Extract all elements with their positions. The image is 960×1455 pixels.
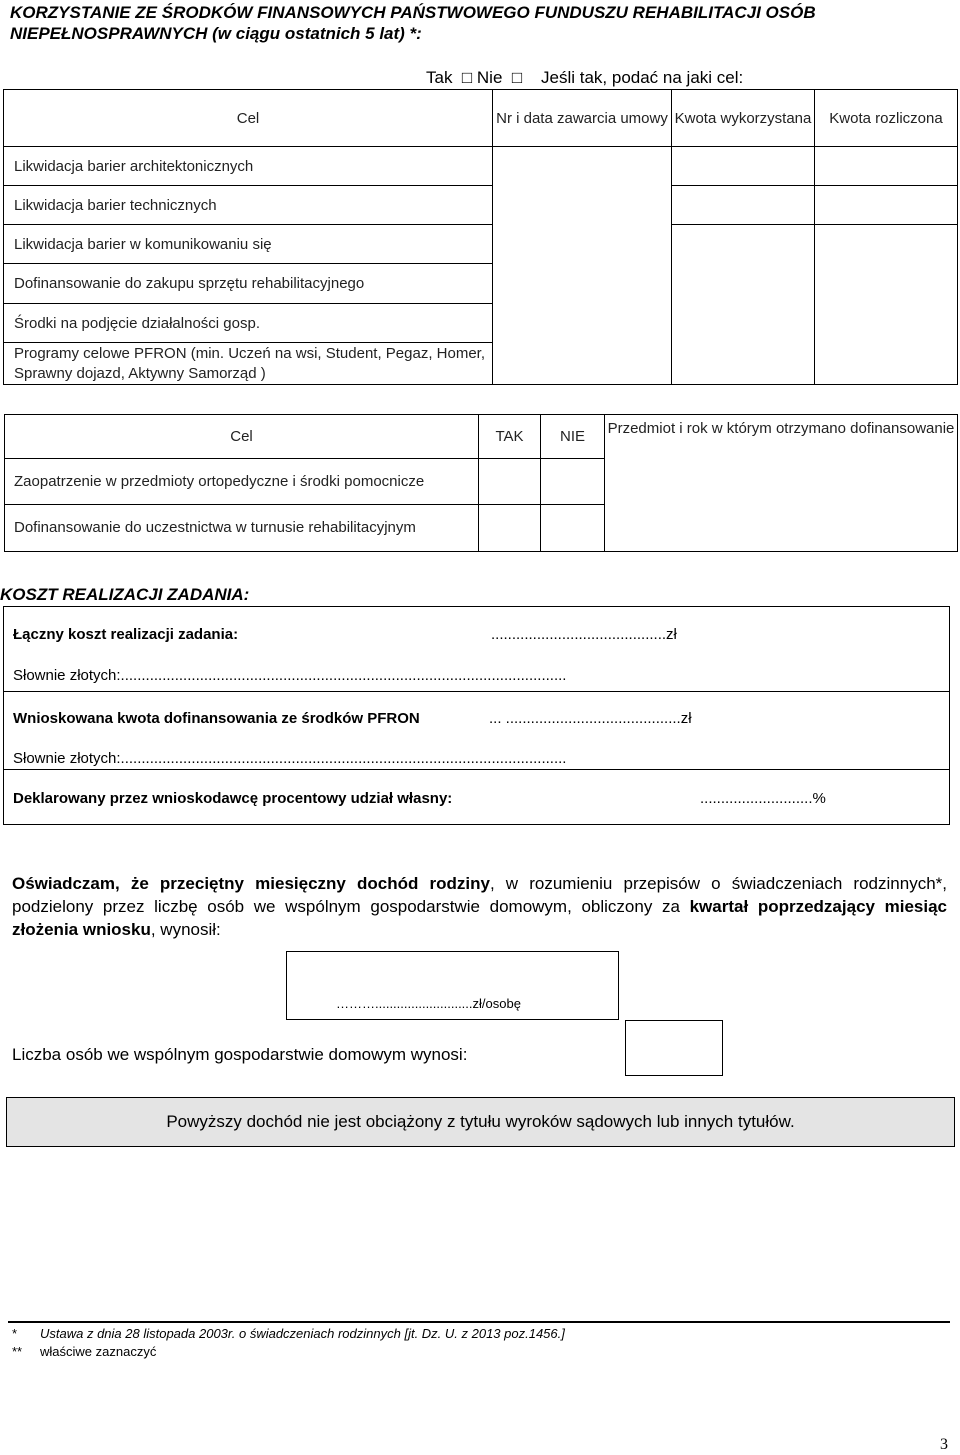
row-label: Likwidacja barier technicznych — [4, 186, 493, 225]
household-size-label: Liczba osób we wspólnym gospodarstwie domowym wynosi: — [12, 1045, 468, 1064]
pfron-funds-table — [3, 89, 958, 385]
row-label: Programy celowe PFRON (min. Uczeń na wsi, Student, Pegaz, Homer, Sprawny dojazd, Aktywny Samorząd ) — [4, 343, 493, 385]
row-label: Dofinansowanie do zakupu sprzętu rehabilitacyjnego — [4, 264, 493, 304]
header-przedmiot: Przedmiot i rok w którym otrzymano dofinansowanie — [605, 415, 958, 552]
koszt-title: KOSZT REALIZACJI ZADANIA: — [0, 585, 250, 604]
header-cel: Cel — [5, 415, 479, 459]
row-label: Likwidacja barier architektonicznych — [4, 147, 493, 186]
kwota-rozliczona-cell[interactable] — [815, 225, 958, 385]
header-tak: TAK — [479, 415, 541, 459]
kwota-wykorzystana-cell[interactable] — [672, 225, 815, 385]
nie-cell[interactable] — [541, 459, 605, 505]
laczny-koszt-label: Łączny koszt realizacji zadania: — [13, 626, 239, 643]
footnote-mark: ** — [12, 1344, 23, 1359]
kwota-wykorzystana-cell[interactable] — [672, 147, 815, 186]
footnote-text: Ustawa z dnia 28 listopada 2003r. o świadczeniach rodzinnych [jt. Dz. U. z 2013 poz.1456.] — [40, 1326, 565, 1341]
yes-no-line: Tak □ Nie □ Jeśli tak, podać na jaki cel: — [426, 68, 744, 87]
row-label: Likwidacja barier w komunikowaniu się — [4, 225, 493, 264]
header-nie: NIE — [541, 415, 605, 459]
udzial-wlasny-label: Deklarowany przez wnioskodawcę procentowy udział własny: — [13, 790, 453, 807]
row-label: Środki na podjęcie działalności gosp. — [4, 304, 493, 343]
wnioskowana-kwota-label: Wnioskowana kwota dofinansowania ze środków PFRON — [13, 710, 420, 727]
declaration-text: , w rozumieniu przepisów o świadczeniach rodzinnych*, podzielony przez liczbę osób we wspólnym gospodarstwie domowym, obliczony za — [12, 874, 947, 916]
row-label: Dofinansowanie do uczestnictwa w turnusie rehabilitacyjnym — [5, 505, 479, 552]
slownie-field[interactable]: Słownie złotych:........................................................................................................... — [13, 750, 567, 767]
kwota-rozliczona-cell[interactable] — [815, 147, 958, 186]
tak-cell[interactable] — [479, 505, 541, 552]
header-cel: Cel — [4, 90, 493, 147]
header-nr-data: Nr i data zawarcia umowy — [493, 90, 672, 147]
kwota-rozliczona-cell[interactable] — [815, 186, 958, 225]
household-size-box[interactable] — [625, 1020, 723, 1076]
page-number: 3 — [940, 1436, 948, 1453]
koszt-box — [3, 606, 950, 825]
income-notice: Powyższy dochód nie jest obciążony z tytułu wyroków sądowych lub innych tytułów. — [6, 1097, 955, 1147]
income-value: ………...........................zł/osobę — [336, 996, 521, 1011]
tak-cell[interactable] — [479, 459, 541, 505]
divider — [4, 691, 949, 692]
header-kwota-rozliczona: Kwota rozliczona — [815, 90, 958, 147]
nr-data-cell[interactable] — [493, 147, 672, 385]
row-label: Zaopatrzenie w przedmioty ortopedyczne i środki pomocnicze — [5, 459, 479, 505]
section-title: KORZYSTANIE ZE ŚRODKÓW FINANSOWYCH PAŃSTWOWEGO FUNDUSZU REHABILITACJI OSÓB NIEPEŁNOSPRAWNYCH (w ciągu ostatnich 5 lat) *: — [10, 3, 816, 43]
footnote-divider — [8, 1321, 950, 1323]
nie-cell[interactable] — [541, 505, 605, 552]
footnote-text: właściwe zaznaczyć — [40, 1344, 157, 1359]
wnioskowana-kwota-value[interactable]: ... ..........................................zł — [489, 710, 692, 727]
income-declaration — [12, 872, 947, 941]
declaration-text: , wynosił: — [150, 920, 221, 939]
kwota-wykorzystana-cell[interactable] — [672, 186, 815, 225]
slownie-field[interactable]: Słownie złotych:........................................................................................................... — [13, 667, 567, 684]
equipment-table — [4, 414, 958, 552]
divider — [4, 769, 949, 770]
header-kwota-wykorzystana: Kwota wykorzystana — [672, 90, 815, 147]
declaration-bold: kwartał poprzedzający miesiąc złożenia wniosku — [12, 897, 948, 939]
laczny-koszt-value[interactable]: ..........................................zł — [491, 626, 677, 643]
declaration-bold: Oświadczam, że przeciętny miesięczny dochód rodziny — [12, 874, 490, 893]
udzial-wlasny-value[interactable]: ...........................% — [700, 790, 826, 807]
footnote-mark: * — [12, 1326, 18, 1341]
